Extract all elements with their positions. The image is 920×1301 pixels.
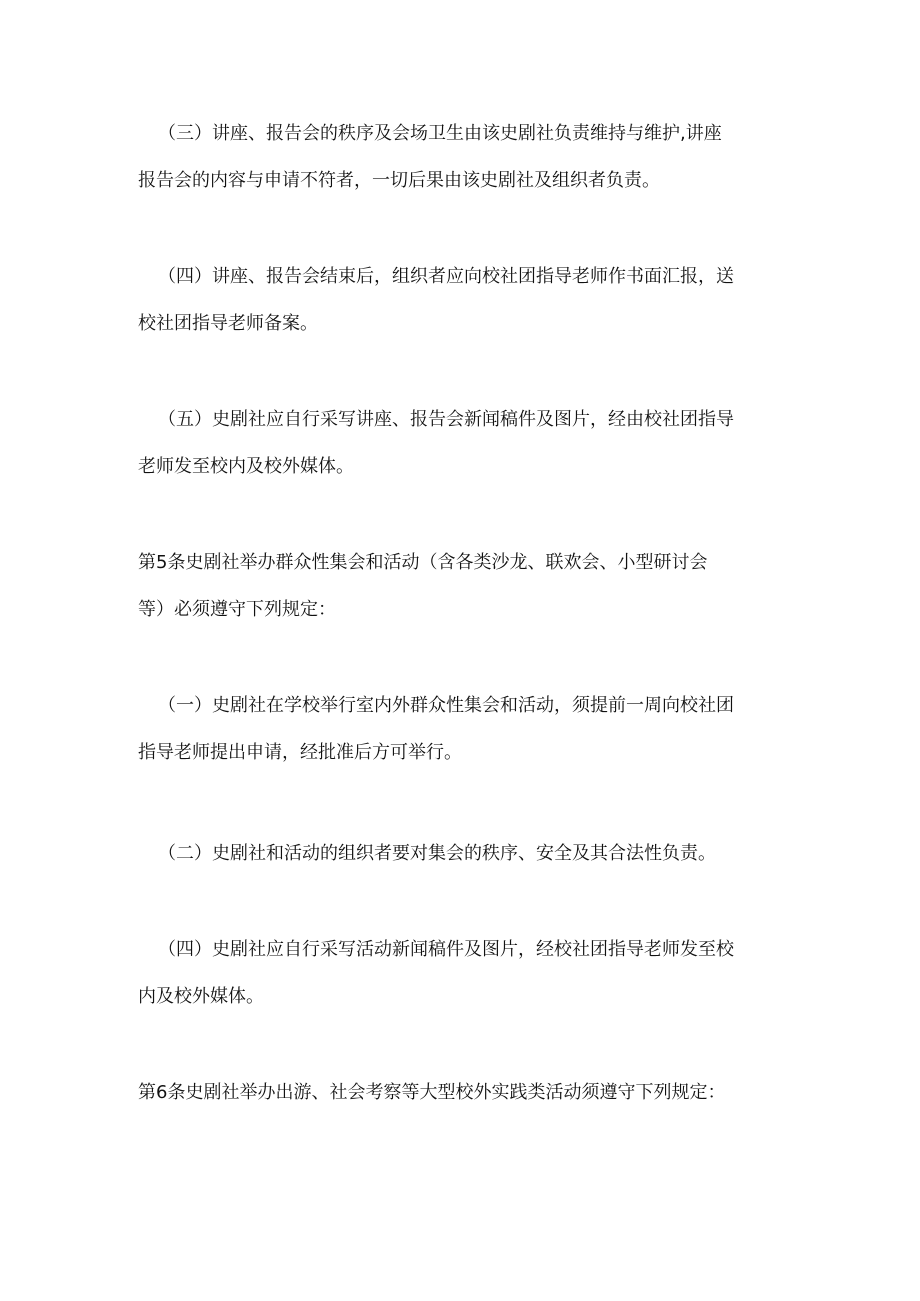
article-6-heading <box>138 1069 788 1116</box>
paragraph-line: （四）讲座、报告会结束后，组织者应向校社团指导老师作书面汇报，送 <box>158 266 734 287</box>
paragraph-line: （三）讲座、报告会的秩序及会场卫生由该史剧社负责维持与维护,讲座 <box>158 123 722 144</box>
paragraph-line: 第5条史剧社举办群众性集会和活动（含各类沙龙、联欢会、小型研讨会 <box>138 552 708 573</box>
paragraph-line: （四）史剧社应自行采写活动新闻稿件及图片，经校社团指导老师发至校 <box>158 939 734 960</box>
paragraph-line: 校社团指导老师备案。 <box>138 313 318 334</box>
paragraph-gathering-application <box>138 682 788 776</box>
paragraph-line: （二）史剧社和活动的组织者要对集会的秩序、安全及其合法性负责。 <box>158 843 716 864</box>
paragraph-line: 第6条史剧社举办出游、社会考察等大型校外实践类活动须遵守下列规定： <box>138 1082 726 1103</box>
paragraph-line: 老师发至校内及校外媒体。 <box>138 456 354 477</box>
paragraph-lecture-news <box>138 396 788 490</box>
paragraph-gathering-responsibility <box>138 830 788 877</box>
paragraph-line: （五）史剧社应自行采写讲座、报告会新闻稿件及图片，经由校社团指导 <box>158 409 734 430</box>
paragraph-line: 指导老师提出申请，经批准后方可举行。 <box>138 742 462 763</box>
paragraph-lecture-order <box>138 110 788 204</box>
paragraph-line: 等）必须遵守下列规定： <box>138 599 336 620</box>
paragraph-lecture-report <box>138 253 788 347</box>
article-5-heading <box>138 539 788 633</box>
paragraph-line: 内及校外媒体。 <box>138 986 264 1007</box>
paragraph-gathering-news <box>138 926 788 1020</box>
paragraph-line: 报告会的内容与申请不符者，一切后果由该史剧社及组织者负责。 <box>138 170 660 191</box>
paragraph-line: （一）史剧社在学校举行室内外群众性集会和活动，须提前一周向校社团 <box>158 695 734 716</box>
